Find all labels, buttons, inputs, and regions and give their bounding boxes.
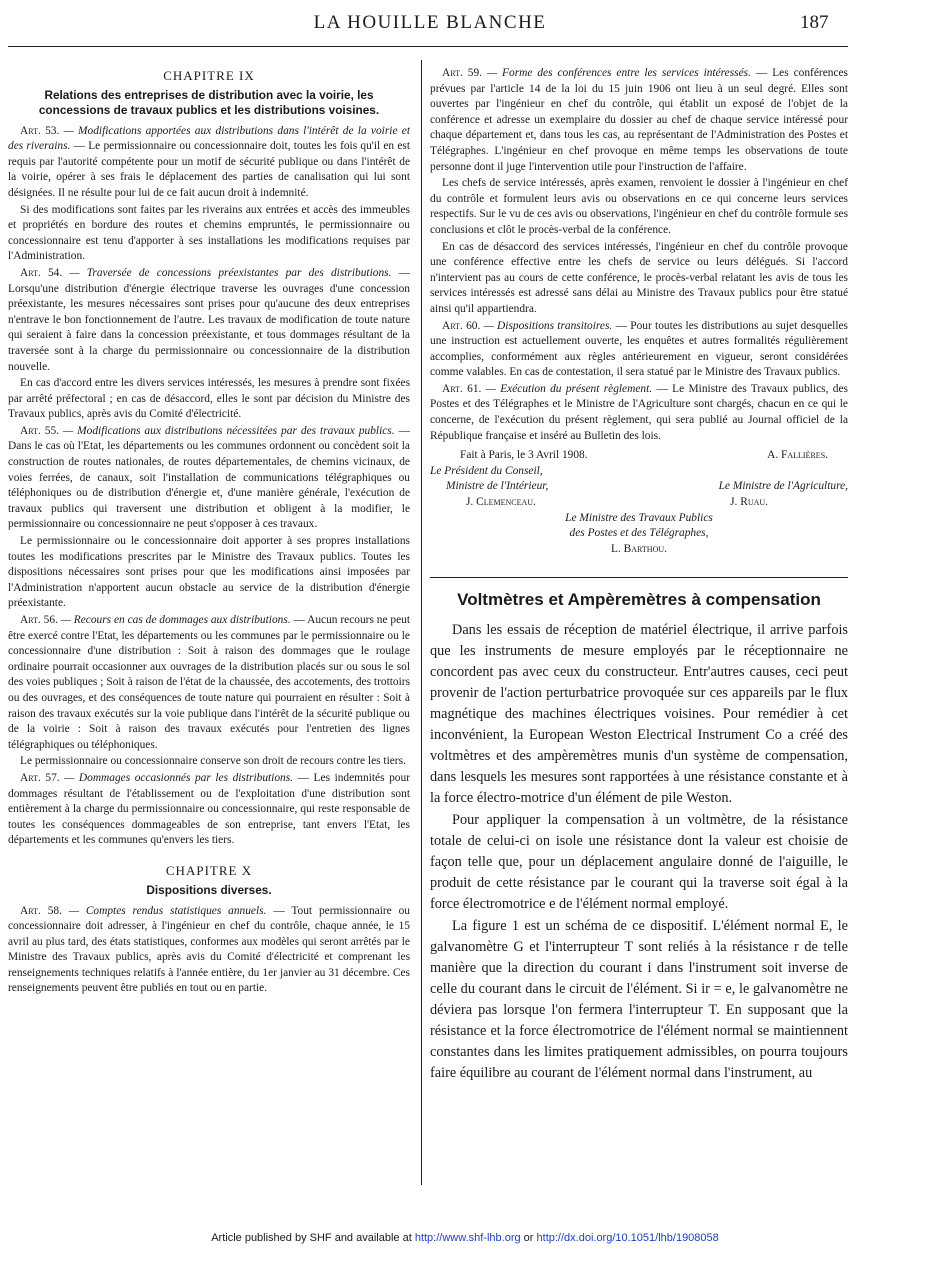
article-57 (8, 771, 410, 849)
sign-date: Fait à Paris, le 3 Avril 1908. (460, 449, 588, 462)
article-title-heading: Voltmètres et Ampèremètres à compensation (430, 577, 848, 608)
article-53 (8, 124, 410, 202)
article-body: — Dans le cas où l'Etat, les départements ou les communes ordonnent ou concèdent soit la construction de routes nationales, de routes départementales, de chemins vicinaux, de voies ferrées, de canaux, soit l'installation de communications télégraphiques ou téléphoniques ou de distribution d'énergie et, d'une manière générale, l'exécution de travaux publics qui traversent une distribution et obligent à la modifier, le permissionnaire ou concessionnaire ne peut s'opposer à ces travaux. (8, 424, 410, 531)
signature-block (430, 448, 848, 557)
article-56 (8, 613, 410, 753)
chapter-heading: CHAPITRE X (165, 862, 253, 878)
header-rule (8, 46, 848, 47)
paragraph: Les chefs de service intéressés, après examen, renvoient le dossier à l'ingénieur en chef du contrôle et formulent leurs avis ou observations en ce qui concerne leurs services respectifs. Sur le vu de ces avis ou observations, l'ingénieur en chef du contrôle formule ses conclusions et clôt le procès-verbal de la conférence. (430, 177, 848, 236)
article-title: — Traversée de concessions préexistantes par des distributions. (69, 266, 392, 279)
paragraph: En cas de désaccord des services intéressés, l'ingénieur en chef du contrôle provoque une conférence effective entre les chefs de service ou leurs délégués. Si l'accord n'intervient pas au cours de cette conférence, le procès-verbal relatant les avis de tous les services intéressés est adressé sans délai au Ministre des Travaux publics pour être statué ainsi qu'il appartiendra. (430, 240, 848, 315)
article-label: Art. 61. (442, 382, 482, 395)
sign-mi: Ministre de l'Intérieur, (446, 480, 549, 493)
article-title: — Exécution du présent règlement. (485, 382, 653, 395)
sign-barthou: L. Barthou. (611, 542, 667, 555)
column-divider (421, 60, 422, 1185)
chapter-title: Dispositions diverses. (146, 882, 272, 897)
article-title: — Dommages occasionnés par les distributions. (64, 771, 294, 784)
sign-clemenceau: J. Clemenceau. (466, 496, 536, 509)
article-label: Art. 53. (20, 124, 60, 137)
article-title: — Recours en cas de dommages aux distributions. (60, 614, 291, 626)
article-body: — Les conférences prévues par l'article 14 de la loi du 15 juin 1906 ont lieu à un seul degré. Elles sont ouvertes par l'ingénieur en chef du contrôle, qui établit un exposé de l'objet de la conférence et adresse un exemplaire du dossier au chef de chaque service intéressé pour chaque département et, dans tous les cas, au représentant de l'Administration des Postes et Télégraphes. L'ingénieur en chef provoque en même temps les observations de toute personne dont il juge l'intervention utile pour l'instruction de l'affaire. (430, 67, 848, 173)
article-61 (430, 382, 848, 444)
sign-ptt: des Postes et des Télégraphes, (569, 527, 709, 540)
sign-ma: Le Ministre de l'Agriculture, (718, 480, 848, 493)
article-59 (430, 66, 848, 175)
chapter-heading: CHAPITRE IX (163, 68, 255, 83)
journal-title: LA HOUILLE BLANCHE (313, 12, 547, 33)
footer-or: or (520, 1232, 537, 1244)
chapter-title: Relations des entreprises de distribution avec la voirie, les concessions de travaux publics et les distributions voisines. (38, 87, 380, 117)
paragraph: Le permissionnaire ou le concessionnaire doit apporter à ses propres installations toutes les modifications prescrites par le Ministre des Travaux publics. Toutes les dispositions nécessaires sont prises pour que les modifications ainsi imposées par l'Administration n'apportent aucun obstacle au service de la distribution d'énergie préexistante. (8, 535, 410, 610)
sign-ruau: J. Ruau. (730, 496, 768, 509)
article-label: Art. 58. (20, 904, 62, 917)
sign-president: A. Fallières. (767, 449, 828, 462)
sign-mtp: Le Ministre des Travaux Publics (565, 511, 713, 524)
paragraph: La figure 1 est un schéma de ce dispositif. L'élément normal E, le galvanomètre G et l'interrupteur T sont reliés à la résistance r de telle manière que la direction du courant i dans l'instrument soit inverse de celle du courant dans le circuit de l'élément. Si ir = e, le galvanomètre ne déviera pas lorsque l'on fermera l'interrupteur T. En supposant que la résistance et la force électromotrice de l'élément normal se maintiennent constantes dans les limites pratiquement admissibles, on pourra toujours faire équilibre au courant de l'élément normal dans l'instrument, au (430, 918, 848, 1081)
paragraph: Si des modifications sont faites par les riverains aux entrées et accès des immeubles et propriétés en bordure des routes et chemins empruntés, le permissionnaire ou concessionnaire est tenu d'apporter à ses installations les modifications requises par l'Administration. (8, 203, 410, 263)
right-column (430, 66, 848, 1186)
article-title: — Modifications apportées aux distributions dans l'intérêt de la voirie et des riverains. (8, 124, 410, 153)
article-label: Art. 59. (442, 67, 483, 79)
sign-pc: Le Président du Conseil, (430, 464, 543, 477)
article-body: — Lorsqu'une distribution d'énergie électrique traverse les ouvrages d'une concession préexistante, les mesures nécessaires sont prises pour qu'aucune des deux entreprises n'entrave le bon fonctionnement de l'autre. Les travaux de modification de toute nature qui seraient à faire dans la concession préexistante, et tous dommages résultant de la traversée sont à la charge du permissionnaire ou concessionnaire de la distribution nouvelle. (8, 266, 410, 373)
footer-link-doi[interactable]: http://dx.doi.org/10.1051/lhb/1908058 (536, 1232, 719, 1244)
article-body: — Le permissionnaire ou concessionnaire doit, toutes les fois qu'il en est requis par l'autorité compétente pour un motif de sécurité publique ou dans l'intérêt de la voirie, opérer à ses frais le déplacement des parties de canalisation qui lui sont désignées. Il ne résulte pour lui de ce fait aucun droit à indemnité. (8, 140, 410, 199)
article-title: — Forme des conférences entre les services intéressés. (486, 67, 751, 79)
footer-link-shf[interactable]: http://www.shf-lhb.org (414, 1232, 521, 1244)
article-body-text (430, 620, 848, 1084)
paragraph: Dans les essais de réception de matériel électrique, il arrive parfois que les instruments de mesure employés par le réceptionnaire ne concordent pas avec ceux du constructeur. Entr'autres causes, ceci peut provenir de l'action perturbatrice provoquée sur ces appareils par le flux magnétique des machines électriques voisines. Pour remédier à cet inconvénient, la European Weston Electrical Instrument Co a créé des voltmètres et des ampèremètres munis d'un système de compensation, dans lesquels les mesures sont rapportées à une résistance constante et à la force électro-motrice d'un élément de pile Weston. (430, 622, 848, 806)
left-column (8, 66, 410, 1186)
paragraph: En cas d'accord entre les divers services intéressés, les mesures à prendre sont fixées par arrêté préfectoral ; en cas de désaccord, elles le sont par décision du Ministre des Travaux publics, après avis du Comité d'électricité. (8, 377, 410, 421)
article-label: Art. 60. (442, 319, 481, 332)
paragraph: Le permissionnaire ou concessionnaire conserve son droit de recours contre les tiers. (20, 755, 406, 768)
article-54 (8, 266, 410, 375)
paragraph: Pour appliquer la compensation à un voltmètre, de la résistance totale de celui-ci on isole une résistance dont la valeur est choisie de façon telle que, pour un déplacement angulaire donné de l'aiguille, le produit de cette résistance par le courant qui la traverse soit égal à la force électromotrice e de l'élément normal employé. (430, 812, 848, 912)
article-body: — Aucun recours ne peut être exercé contre l'Etat, les départements ou les communes par le permissionnaire ou le concessionnaire d'une distribution : Soit à raison des dommages que le roulage ordinaire pourrait occasionner aux ouvrages de la distribution placés sur ou sous le sol des voies publiques ; Soit à raison de l'état de la chaussée, des accotements, des trottoirs ou des ouvrages, et des conséquences de toute nature qui pourraient en résulter : Soit à raison des travaux exécutés sur la voie publique dans l'intérêt de la sécurité publique ou de la voirie : Soit à raison des travaux exécutés pour l'entretien des lignes télégraphiques ou téléphoniques. (8, 614, 410, 751)
footer-text: Article published by SHF and available at (211, 1232, 415, 1244)
page-number: 187 (800, 12, 829, 33)
article-label: Art. 54. (20, 266, 63, 279)
article-body: — Tout permissionnaire ou concessionnaire doit adresser, à l'ingénieur en chef du contrôle, chaque année, le 15 avril au plus tard, des états statistiques, conformes aux modèles qui seront arrêtés par le Ministre des Travaux publics, après avis du Comité d'électricité et comprenant les renseignements techniques relatifs à l'année entière, du 1er janvier au 31 décembre. Ces renseignements peuvent être publiés en tout ou en partie. (8, 904, 410, 995)
article-title: — Comptes rendus statistiques annuels. (68, 904, 267, 917)
article-60 (430, 319, 848, 381)
article-label: Art. 55. (20, 424, 60, 437)
article-title: — Modifications aux distributions nécessitées par des travaux publics. (63, 424, 395, 437)
article-body: — Le Ministre des Travaux publics, des Postes et des Télégraphes et le Ministre de l'Agriculture sont chargés, chacun en ce qui le concerne, de l'exécution du présent règlement, qui sera publié au Journal officiel de la République française et inséré au Bulletin des lois. (430, 382, 848, 442)
article-58 (8, 904, 410, 998)
footer (0, 1232, 930, 1244)
article-label: Art. 57. (20, 771, 60, 784)
article-label: Art. 56. (20, 614, 58, 626)
article-55 (8, 424, 410, 533)
article-title: — Dispositions transitoires. (483, 319, 613, 332)
article-body: — Pour toutes les distributions au sujet desquelles une instruction est actuellement ouverte, les enquêtes et autres formalités régulièrement accomplies, conformément aux règles antérieurement en vigueur, seront considérées comme valables. En cas de contestation, il sera statué par le Ministre des Travaux publics. (430, 319, 848, 379)
article-body: — Les indemnités pour dommages résultant de l'établissement ou de l'exploitation d'une distribution sont entièrement à la charge du permissionnaire ou concessionnaire, qui reste responsable de toutes les conséquences dommageables de son entreprise, tant envers l'Etat, les départements et les communes qu'envers les tiers. (8, 771, 410, 847)
